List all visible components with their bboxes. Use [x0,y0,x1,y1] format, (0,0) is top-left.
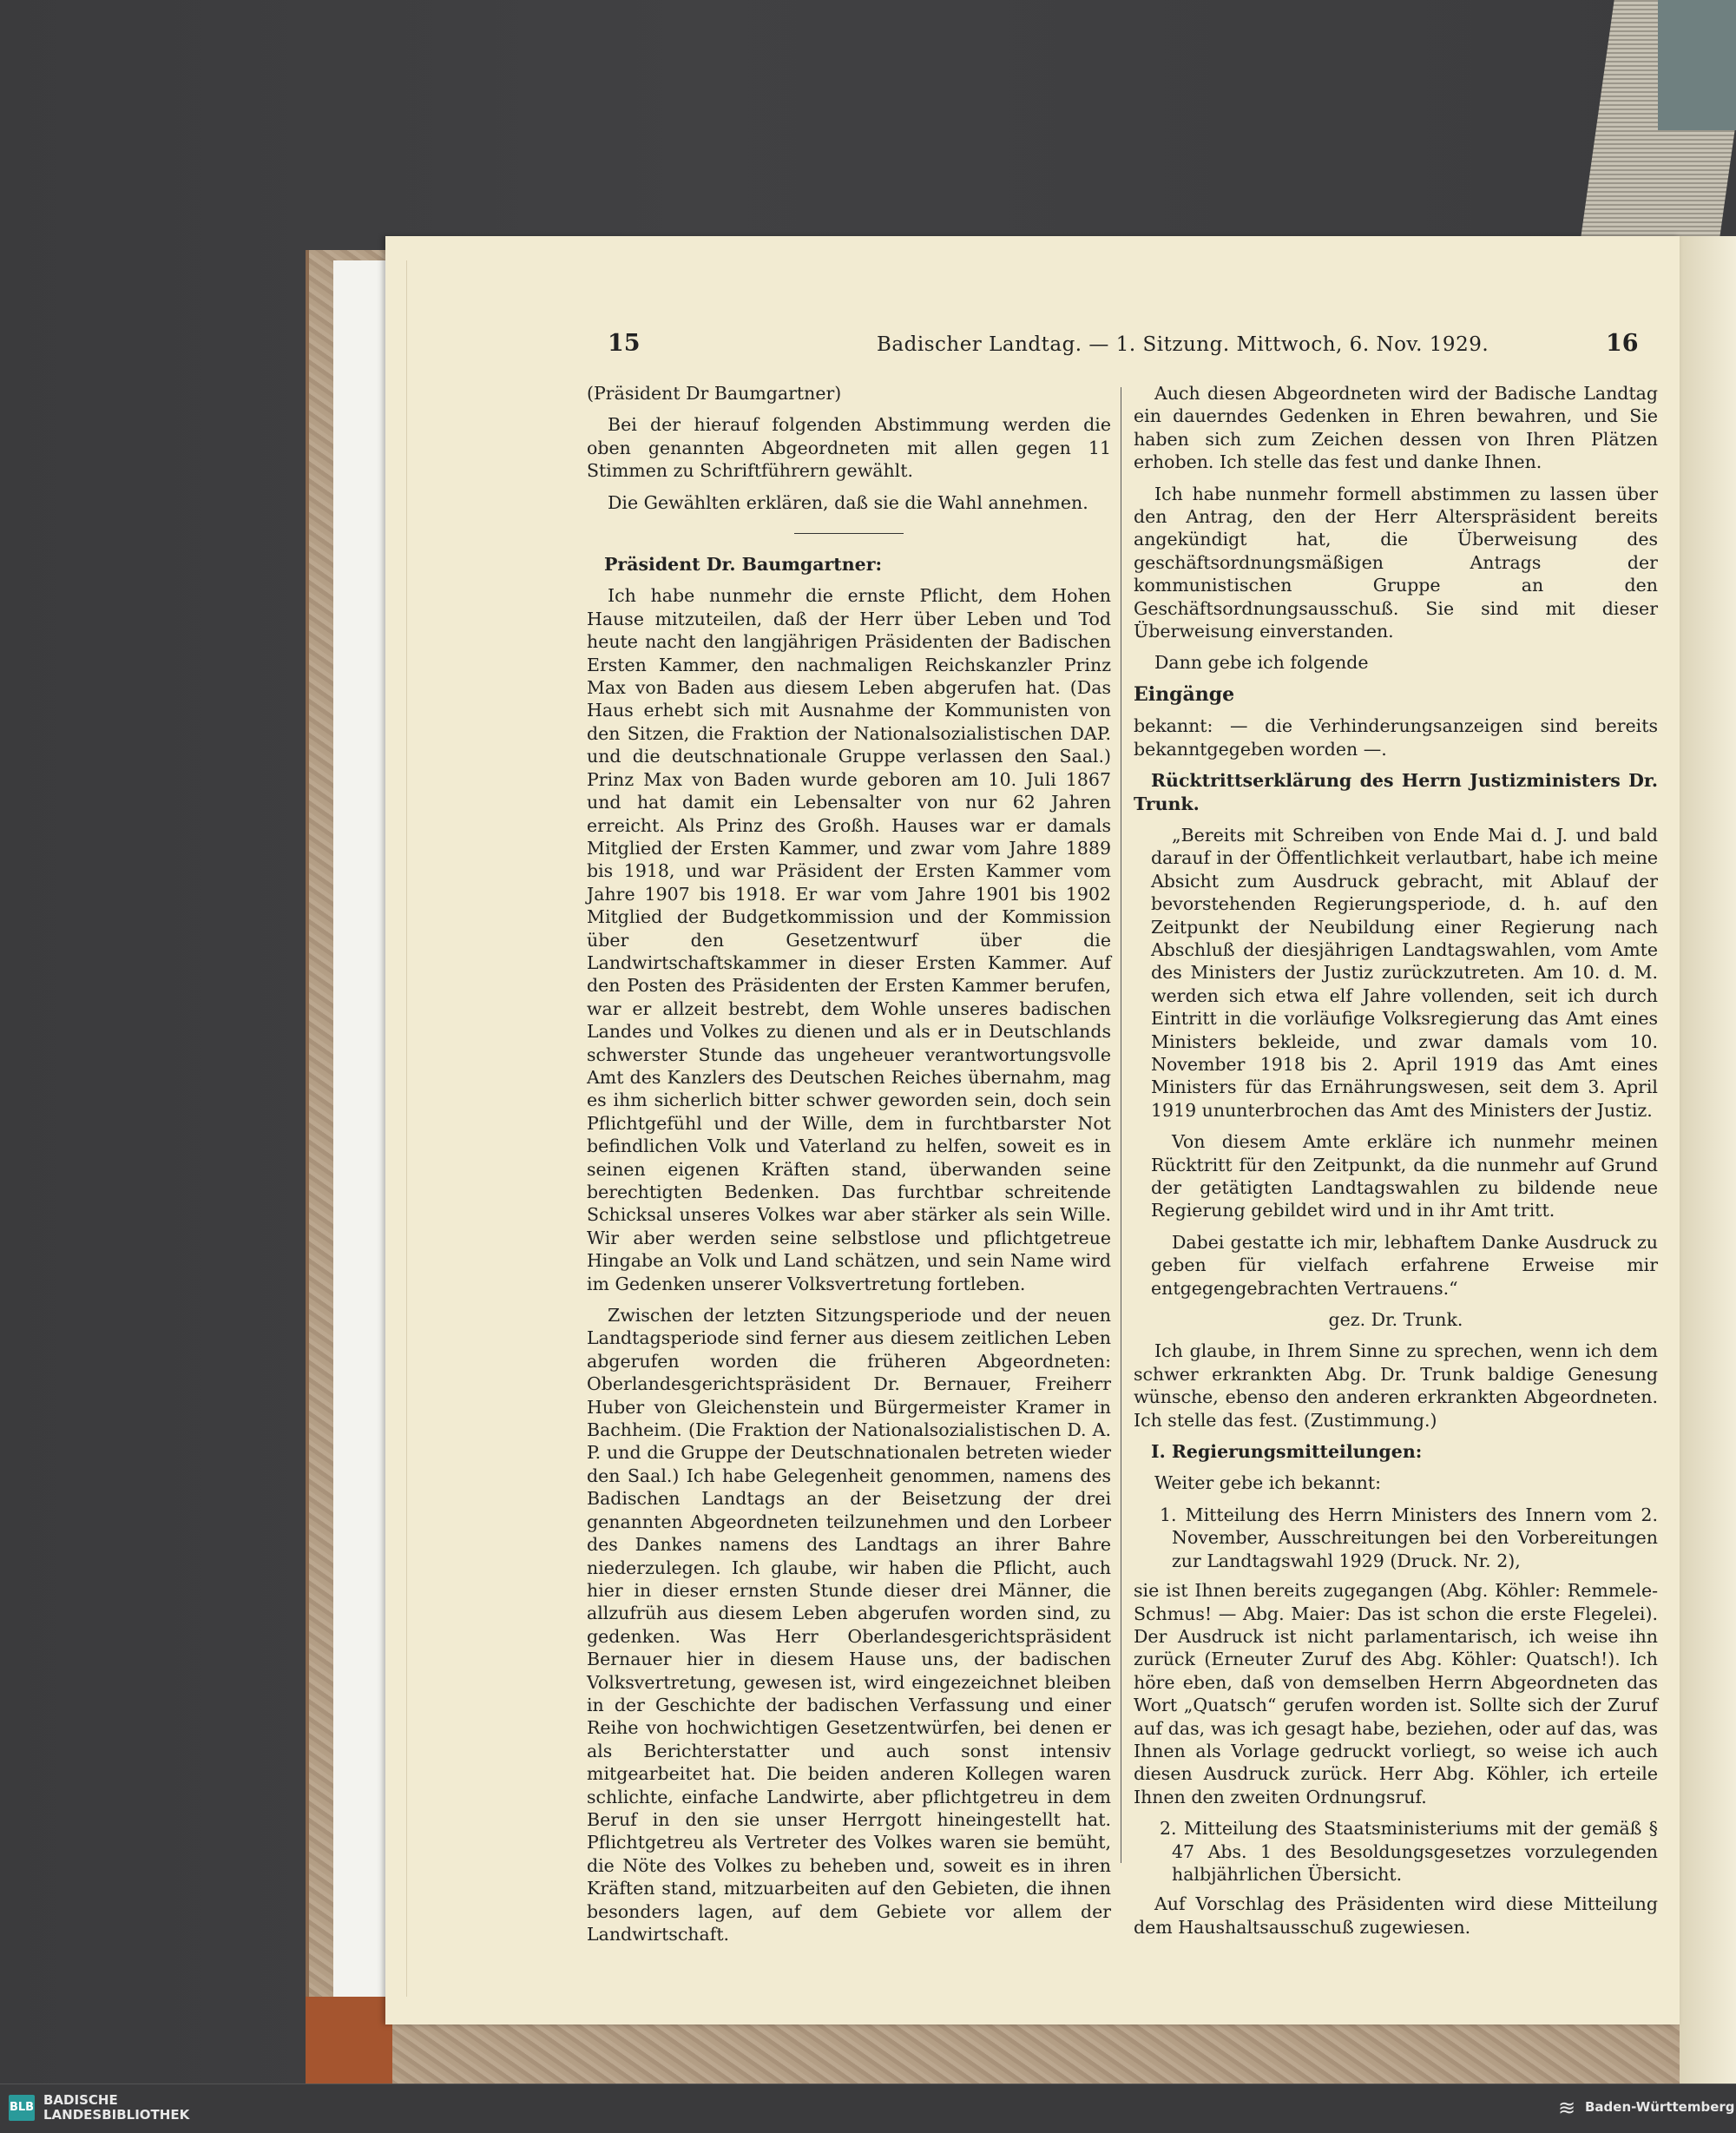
page-number-left: 15 [608,330,641,357]
paragraph: Ich habe nunmehr formell abstimmen zu lassen über den Antrag, den der Herr Alterspräsident bereits angekündigt hat, die Überweisung des geschäftsordnungsmäßigen Antrags der kommunistischen Gruppe an den Geschäftsordnungsausschuß. Sie sind mit dieser Überweisung einverstanden. [1134,483,1658,642]
speaker-label: (Präsident Dr Baumgartner) [587,383,842,404]
page-number-right: 16 [1606,330,1639,357]
paragraph: Dann gebe ich folgende [1154,652,1369,674]
running-header: Badischer Landtag. — 1. Sitzung. Mittwoch, 6. Nov. 1929. [877,333,1489,356]
endpaper-sheet [333,260,385,1997]
blb-logo-icon[interactable]: BLB [9,2095,35,2121]
paragraph: Zwischen der letzten Sitzungsperiode und der neuen Landtagsperiode sind ferner aus diesem zeitlichen Leben abgerufen worden die früheren Abgeordneten: Oberlandesgerichtspräsident Dr. Bernauer, Freiherr Huber von Gleichenstein und Bürgermeister Kramer in Bachheim. (Die Fraktion der Nationalsozialistischen D. A. P. und die Gruppe der Deutschnationalen betreten wieder den Saal.) Ich habe Gelegenheit genommen, namens des Badischen Landtags an der Beisetzung der drei genannten Abgeordneten teilzunehmen und den Lorbeer des Dankes namens des Landtags an ihrer Bahre niederzulegen. Ich glaube, wir haben die Pflicht, auch hier in dieser ernsten Stunde dieser drei Männer, die allzufrüh aus diesem Leben abgerufen worden sind, zu gedenken. Was Herr Oberlandesgerichtspräsident Bernauer hier in diesem Hause uns, der badischen Volksvertretung, gewesen ist, wird eingezeichnet bleiben in der Geschichte der badischen Verfassung und einer Reihe von hochwichtigen Gesetzentwürfen, bei denen er als Berichterstatter und auch sonst intensiv mitgearbeitet hat. Die beiden anderen Kollegen waren schlichte, einfache Landwirte, aber pflichtgetreu in dem Beruf in den sie unser Herrgott hineingestellt hat. Pflichtgetreu als Vertreter des Volkes waren sie bemüht, die Nöte des Volkes zu beheben und, soweit es in ihren Kräften stand, mitzuarbeiten auf den Gebieten, die ihnen besonders lagen, auf dem Gebiete vor allem der Landwirtschaft. [587,1305,1111,1945]
paragraph: sie ist Ihnen bereits zugegangen (Abg. Köhler: Remmele-Schmus! — Abg. Maier: Das ist schon die erste Flegelei). Der Ausdruck ist nicht parlamentarisch, ich weise ihn zurück (Erneuter Zuruf des Abg. Köhler: Quatsch!). Ich höre eben, daß von demselben Herrn Abgeordneten das Wort „Quatsch“ gerufen worden ist. Sollte sich der Zuruf auf das, was ich gesagt habe, beziehen, oder auf das, was Ihnen als Vorlage gedruckt vorliegt, so weise ich auch diesen Ausdruck zurück. Herr Abg. Köhler, ich erteile Ihnen den zweiten Ordnungsruf. [1134,1580,1658,1807]
list-item: 2. Mitteilung des Staatsministeriums mit der gemäß § 47 Abs. 1 des Besoldungsgesetzes vorzulegenden halbjährlichen Übersicht. [1160,1818,1658,1885]
blb-line1: BADISCHE [43,2092,118,2108]
speaker-heading: Präsident Dr. Baumgartner: [604,554,883,576]
paragraph: Auf Vorschlag des Präsidenten wird diese Mitteilung dem Haushaltsausschuß zugewiesen. [1134,1893,1658,1938]
list [1134,1817,1658,1886]
section-divider [794,533,904,534]
right-column [1134,382,1658,1947]
book-cover-corner-leather [306,1997,392,2084]
paragraph: Die Gewählten erklären, daß sie die Wahl annehmen. [608,491,1088,513]
heading-eingaenge: Eingänge [1134,682,1235,706]
list [1134,1504,1658,1572]
signature: gez. Dr. Trunk. [1328,1309,1463,1331]
paragraph: Weiter gebe ich bekannt: [1154,1472,1382,1494]
quote-paragraph: Dabei gestatte ich mir, lebhaftem Danke Ausdruck zu geben für vielfach erfahrene Erweise mir entgegengebrachten Vertrauens.“ [1151,1231,1658,1299]
quote-paragraph: Von diesem Amte erkläre ich nunmehr meinen Rücktritt für den Zeitpunkt, da die nunmehr auf Grund der getätigten Landtagswahlen zu bildende neue Regierung gebildet wird und in ihr Amt tritt. [1151,1131,1658,1221]
quote-paragraph: „Bereits mit Schreiben von Ende Mai d. J. und bald darauf in der Öffentlichkeit verlautbart, habe ich meine Absicht zum Ausdruck gebracht, mit Ablauf der bevorstehenden Regierungsperiode, d. h. auf den Zeitpunkt der Neubildung einer Regierung nach Abschluß der diesjährigen Landtagswahlen, vom Amte des Ministers der Justiz zurückzutreten. Am 10. d. M. werden sich etwa elf Jahre vollenden, seit ich durch Eintritt in die vorläufige Volksregierung das Amt eines Ministers bekleide, und zwar damals vom 10. November 1918 bis 2. April 1919 das Amt eines Ministers für das Ernährungswesen, seit dem 3. April 1919 ununterbrochen das Amt des Ministers der Justiz. [1151,824,1658,1121]
paragraph: Bei der hierauf folgenden Abstimmung werden die oben genannten Abgeordneten mit allen gegen 11 Stimmen zu Schriftführern gewählt. [587,414,1111,482]
heading-regierung: I. Regierungsmitteilungen: [1151,1441,1423,1463]
list-item: 1. Mitteilung des Herrn Ministers des Innern vom 2. November, Ausschreitungen bei den Vorbereitungen zur Landtagswahl 1929 (Druck. Nr. 2), [1160,1504,1658,1571]
quoted-letter [1134,824,1658,1300]
footer-bar [0,2084,1736,2133]
paragraph: Ich habe nunmehr die ernste Pflicht, dem Hohen Hause mitzuteilen, daß der Herr über Leben und Tod heute nacht den langjährigen Präsidenten der Badischen Ersten Kammer, den nachmaligen Reichskanzler Prinz Max von Baden aus diesem Leben abgerufen hat. (Das Haus erhebt sich mit Ausnahme der Kommunisten von den Sitzen, die Fraktion der Nationalsozialistischen DAP. und die deutschnationale Gruppe verlassen den Saal.) Prinz Max von Baden wurde geboren am 10. Juli 1867 und hat damit ein Lebensalter von nur 62 Jahren erreicht. Als Prinz des Großh. Hauses war er damals Mitglied der Ersten Kammer, und zwar vom Jahre 1889 bis 1918, und war Präsident der Ersten Kammer vom Jahre 1907 bis 1918. Er war vom Jahre 1901 bis 1902 Mitglied der Budgetkommission und der Kommission über den Gesetzentwurf über die Landwirtschaftskammer in dieser Ersten Kammer. Auf den Posten des Präsidenten der Ersten Kammer berufen, war er allzeit bestrebt, dem Wohle unseres badischen Landes und Volkes zu dienen und als er in Deutschlands schwerster Stunde das ungeheuer verantwortungsvolle Amt des Kanzlers des Deutschen Reiches übernahm, mag es ihm sicherlich bitter schwer geworden sein, doch sein Pflichtgefühl und der Wille, dem in furchtbarster Not befindlichen Volk und Vaterland zu helfen, soweit es in seinen eigenen Kräften stand, überwanden seine berechtigten Bedenken. Das furchtbar schreitende Schicksal unseres Volkes war aber stärker als sein Wille. Wir aber werden seine selbstlose und pflichtgetreue Hingabe an Volk und Land schätzen, und sein Name wird im Gedenken unserer Volksvertretung fortleben. [587,585,1111,1294]
bw-coat-of-arms-icon[interactable]: ≋ [1557,2096,1576,2120]
left-column [587,382,1111,1954]
blb-wordmark[interactable] [43,2093,189,2123]
heading-ruecktritt: Rücktrittserklärung des Herrn Justizministers Dr. Trunk. [1134,770,1658,814]
paragraph: Auch diesen Abgeordneten wird der Badische Landtag ein dauerndes Gedenken in Ehren bewahren, und Sie haben sich zum Zeichen dessen von Ihren Plätzen erhoben. Ich stelle das fest und danke Ihnen. [1134,383,1658,473]
book-cover-corner [1658,0,1736,130]
paragraph: bekannt: — die Verhinderungsanzeigen sind bereits bekanntgegeben worden —. [1134,715,1658,760]
facing-page-edge [1680,236,1736,2084]
bw-wordmark[interactable]: Baden-Württemberg [1585,2099,1735,2115]
paragraph: Ich glaube, in Ihrem Sinne zu sprechen, wenn ich dem schwer erkrankten Abg. Dr. Trunk baldige Genesung wünsche, ebenso den anderen erkrankten Abgeordneten. Ich stelle das fest. (Zustimmung.) [1134,1340,1658,1431]
blb-line2: LANDESBIBLIOTHEK [43,2107,190,2123]
